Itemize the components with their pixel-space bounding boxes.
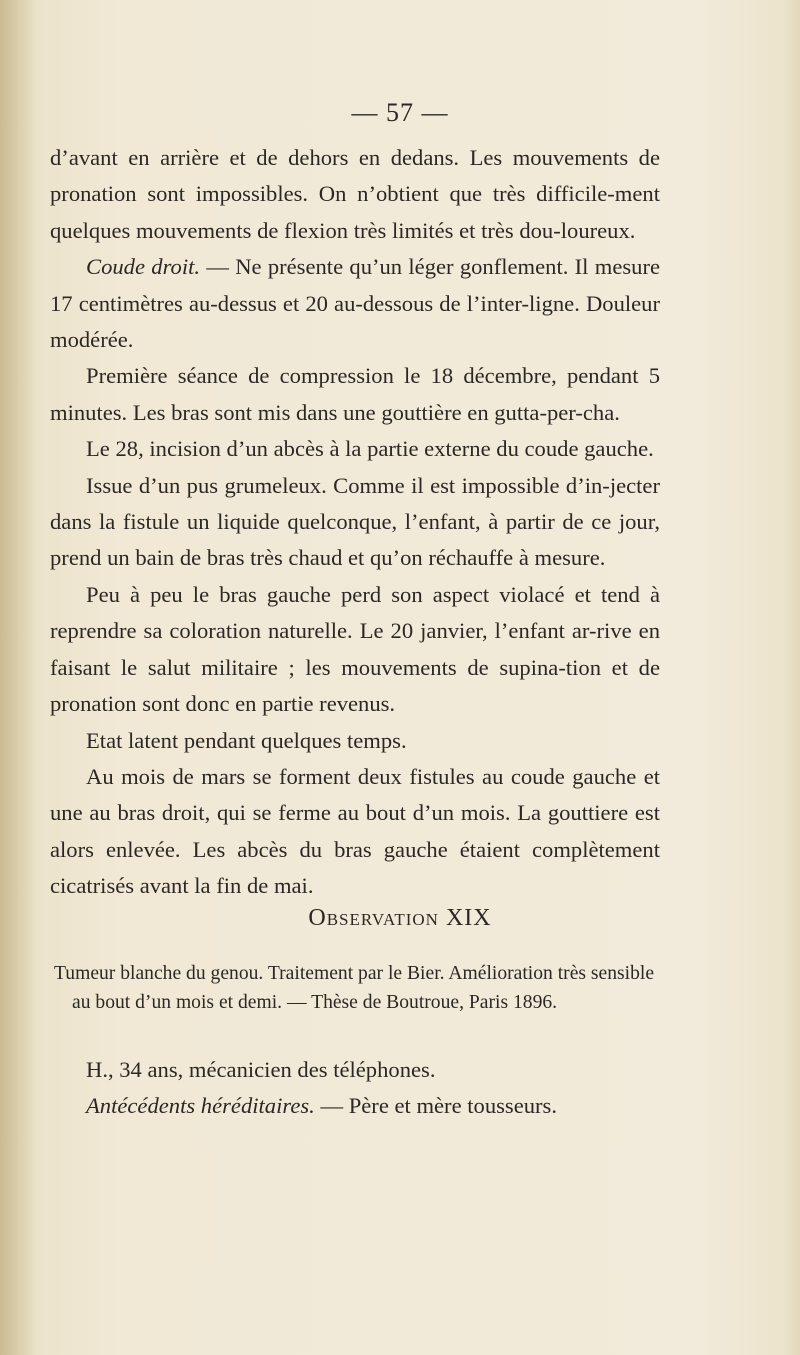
paragraph-6: Peu à peu le bras gauche perd son aspect violacé et tend à reprendre sa coloration naturelle. Le 20 janvier, l’enfant ar-rive en faisant le salut militaire ; les mouvements de supina-tion et de pronation sont donc en partie revenus. [50, 581, 660, 717]
coude-droit-text: — Ne présente qu’un léger gonflement. Il mesure 17 centimètres au-dessus et 20 au-dessous de l’inter-ligne. Douleur modérée. [50, 254, 660, 353]
observation-title: Observation XIX [308, 905, 492, 931]
paragraph-7: Etat latent pendant quelques temps. [86, 727, 407, 753]
paragraph-coude-droit [50, 249, 660, 358]
paragraph-4: Le 28, incision d’un abcès à la partie externe du coude gauche. [86, 436, 654, 462]
body-text [50, 140, 660, 905]
antecedents-label: Antécédents héréditaires. [86, 1093, 315, 1119]
coude-droit-label: Coude droit. [86, 254, 201, 280]
antecedents-line [50, 1088, 660, 1124]
paragraph-1: d’avant en arrière et de dehors en dedans. Les mouvements de pronation sont impossibles. On n’obtient que très difficile-ment quelques mouvements de flexion très limités et très dou-loureux. [50, 145, 660, 243]
page-edge-right [784, 0, 800, 1355]
paragraph-5: Issue d’un pus grumeleux. Comme il est impossible d’in-jecter dans la fistule un liquide quelconque, l’enfant, à partir de ce jour, prend un bain de bras très chaud et qu’on réchauffe à mesure. [50, 472, 660, 571]
patient-line: H., 34 ans, mécanicien des téléphones. [86, 1057, 436, 1082]
page-edge-left [0, 0, 34, 1355]
paragraph-8: Au mois de mars se forment deux fistules au coude gauche et une au bras droit, qui se ferme au bout d’un mois. La gouttiere est alors enlevée. Les abcès du bras gauche étaient complètement cicatrisés avant la fin de mai. [50, 763, 660, 899]
paragraph-3: Première séance de compression le 18 décembre, pendant 5 minutes. Les bras sont mis dans une gouttière en gutta-per-cha. [50, 363, 660, 425]
page-number: — 57 — [351, 98, 449, 127]
observation-summary [54, 960, 666, 1017]
patient-section [50, 1052, 660, 1125]
summary-text: Tumeur blanche du genou. Traitement par le Bier. Amélioration très sensible au bout d’un mois et demi. — Thèse de Boutroue, Paris 1896. [54, 963, 655, 1013]
antecedents-text: — Père et mère tousseurs. [320, 1093, 557, 1119]
